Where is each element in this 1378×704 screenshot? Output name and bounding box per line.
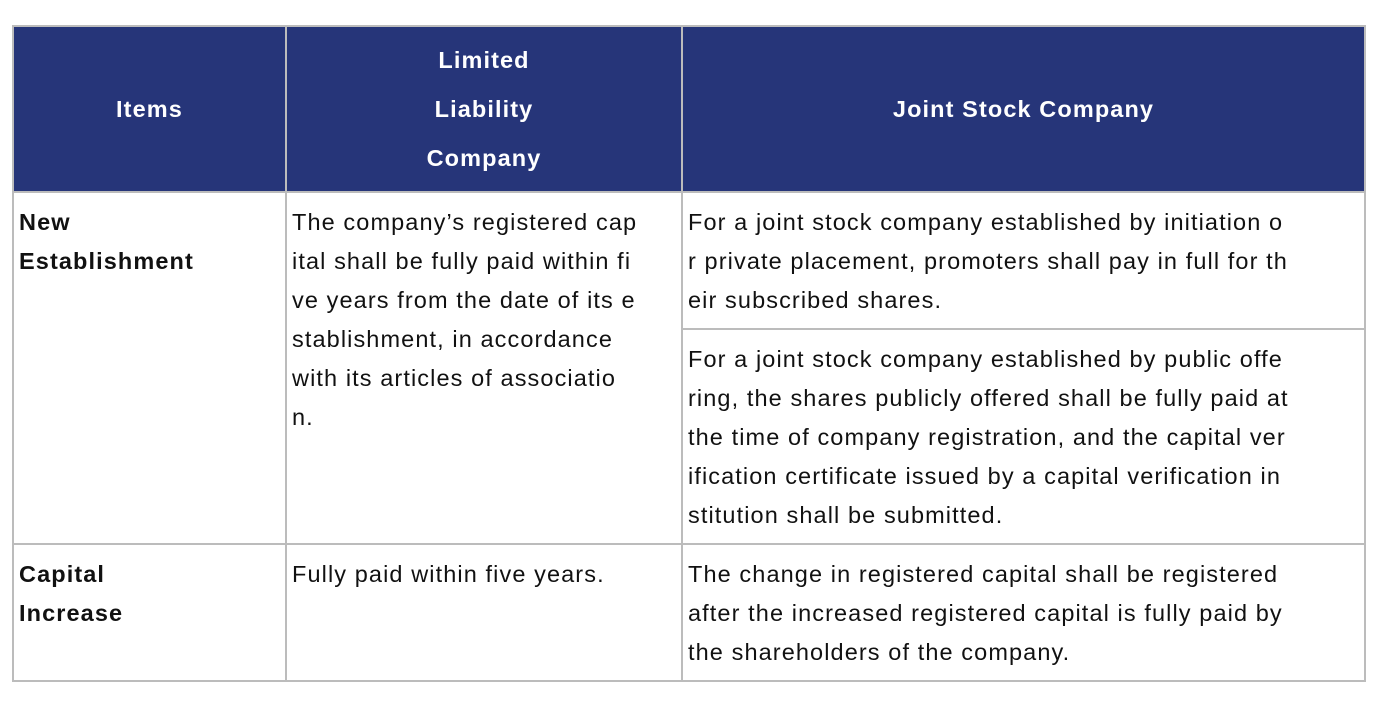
llc-new-establishment (286, 192, 682, 544)
cell-line: The change in registered capital shall be registered (688, 561, 1279, 587)
table-row-new-establishment-private (13, 192, 1365, 329)
cell-line: with its articles of associatio (292, 365, 617, 391)
header-llc-line: Liability (434, 95, 534, 122)
header-items: Items (13, 26, 286, 192)
jsc-new-establishment-public (682, 329, 1365, 544)
cell-line: For a joint stock company established by initiation o (688, 209, 1284, 235)
cell-line: The company’s registered cap (292, 209, 638, 235)
cell-line: ring, the shares publicly offered shall be fully paid at (688, 385, 1289, 411)
comparison-table-container (12, 25, 1364, 682)
item-capital-increase (13, 544, 286, 681)
cell-line: ve years from the date of its e (292, 287, 636, 313)
item-line: Increase (19, 600, 124, 626)
cell-line: ification certificate issued by a capital verification in (688, 463, 1282, 489)
item-new-establishment (13, 192, 286, 544)
jsc-new-establishment-private (682, 192, 1365, 329)
llc-capital-increase (286, 544, 682, 681)
cell-line: Fully paid within five years. (292, 561, 605, 587)
header-llc-line: Limited (438, 46, 530, 73)
cell-line: n. (292, 404, 314, 430)
item-line: Capital (19, 561, 106, 587)
header-llc (286, 26, 682, 192)
cell-line: after the increased registered capital is fully paid by (688, 600, 1283, 626)
cell-line: r private placement, promoters shall pay in full for th (688, 248, 1288, 274)
header-jsc: Joint Stock Company (682, 26, 1365, 192)
cell-line: the time of company registration, and the capital ver (688, 424, 1286, 450)
table-header (13, 26, 1365, 192)
header-row (13, 26, 1365, 192)
item-line: Establishment (19, 248, 194, 274)
header-llc-line: Company (426, 144, 542, 171)
cell-line: stablishment, in accordance (292, 326, 613, 352)
cell-line: ital shall be fully paid within fi (292, 248, 632, 274)
table-body (13, 192, 1365, 681)
comparison-table (12, 25, 1366, 682)
cell-line: the shareholders of the company. (688, 639, 1071, 665)
item-line: New (19, 209, 71, 235)
cell-line: stitution shall be submitted. (688, 502, 1004, 528)
cell-line: For a joint stock company established by public offe (688, 346, 1283, 372)
cell-line: eir subscribed shares. (688, 287, 943, 313)
jsc-capital-increase (682, 544, 1365, 681)
table-row-capital-increase (13, 544, 1365, 681)
